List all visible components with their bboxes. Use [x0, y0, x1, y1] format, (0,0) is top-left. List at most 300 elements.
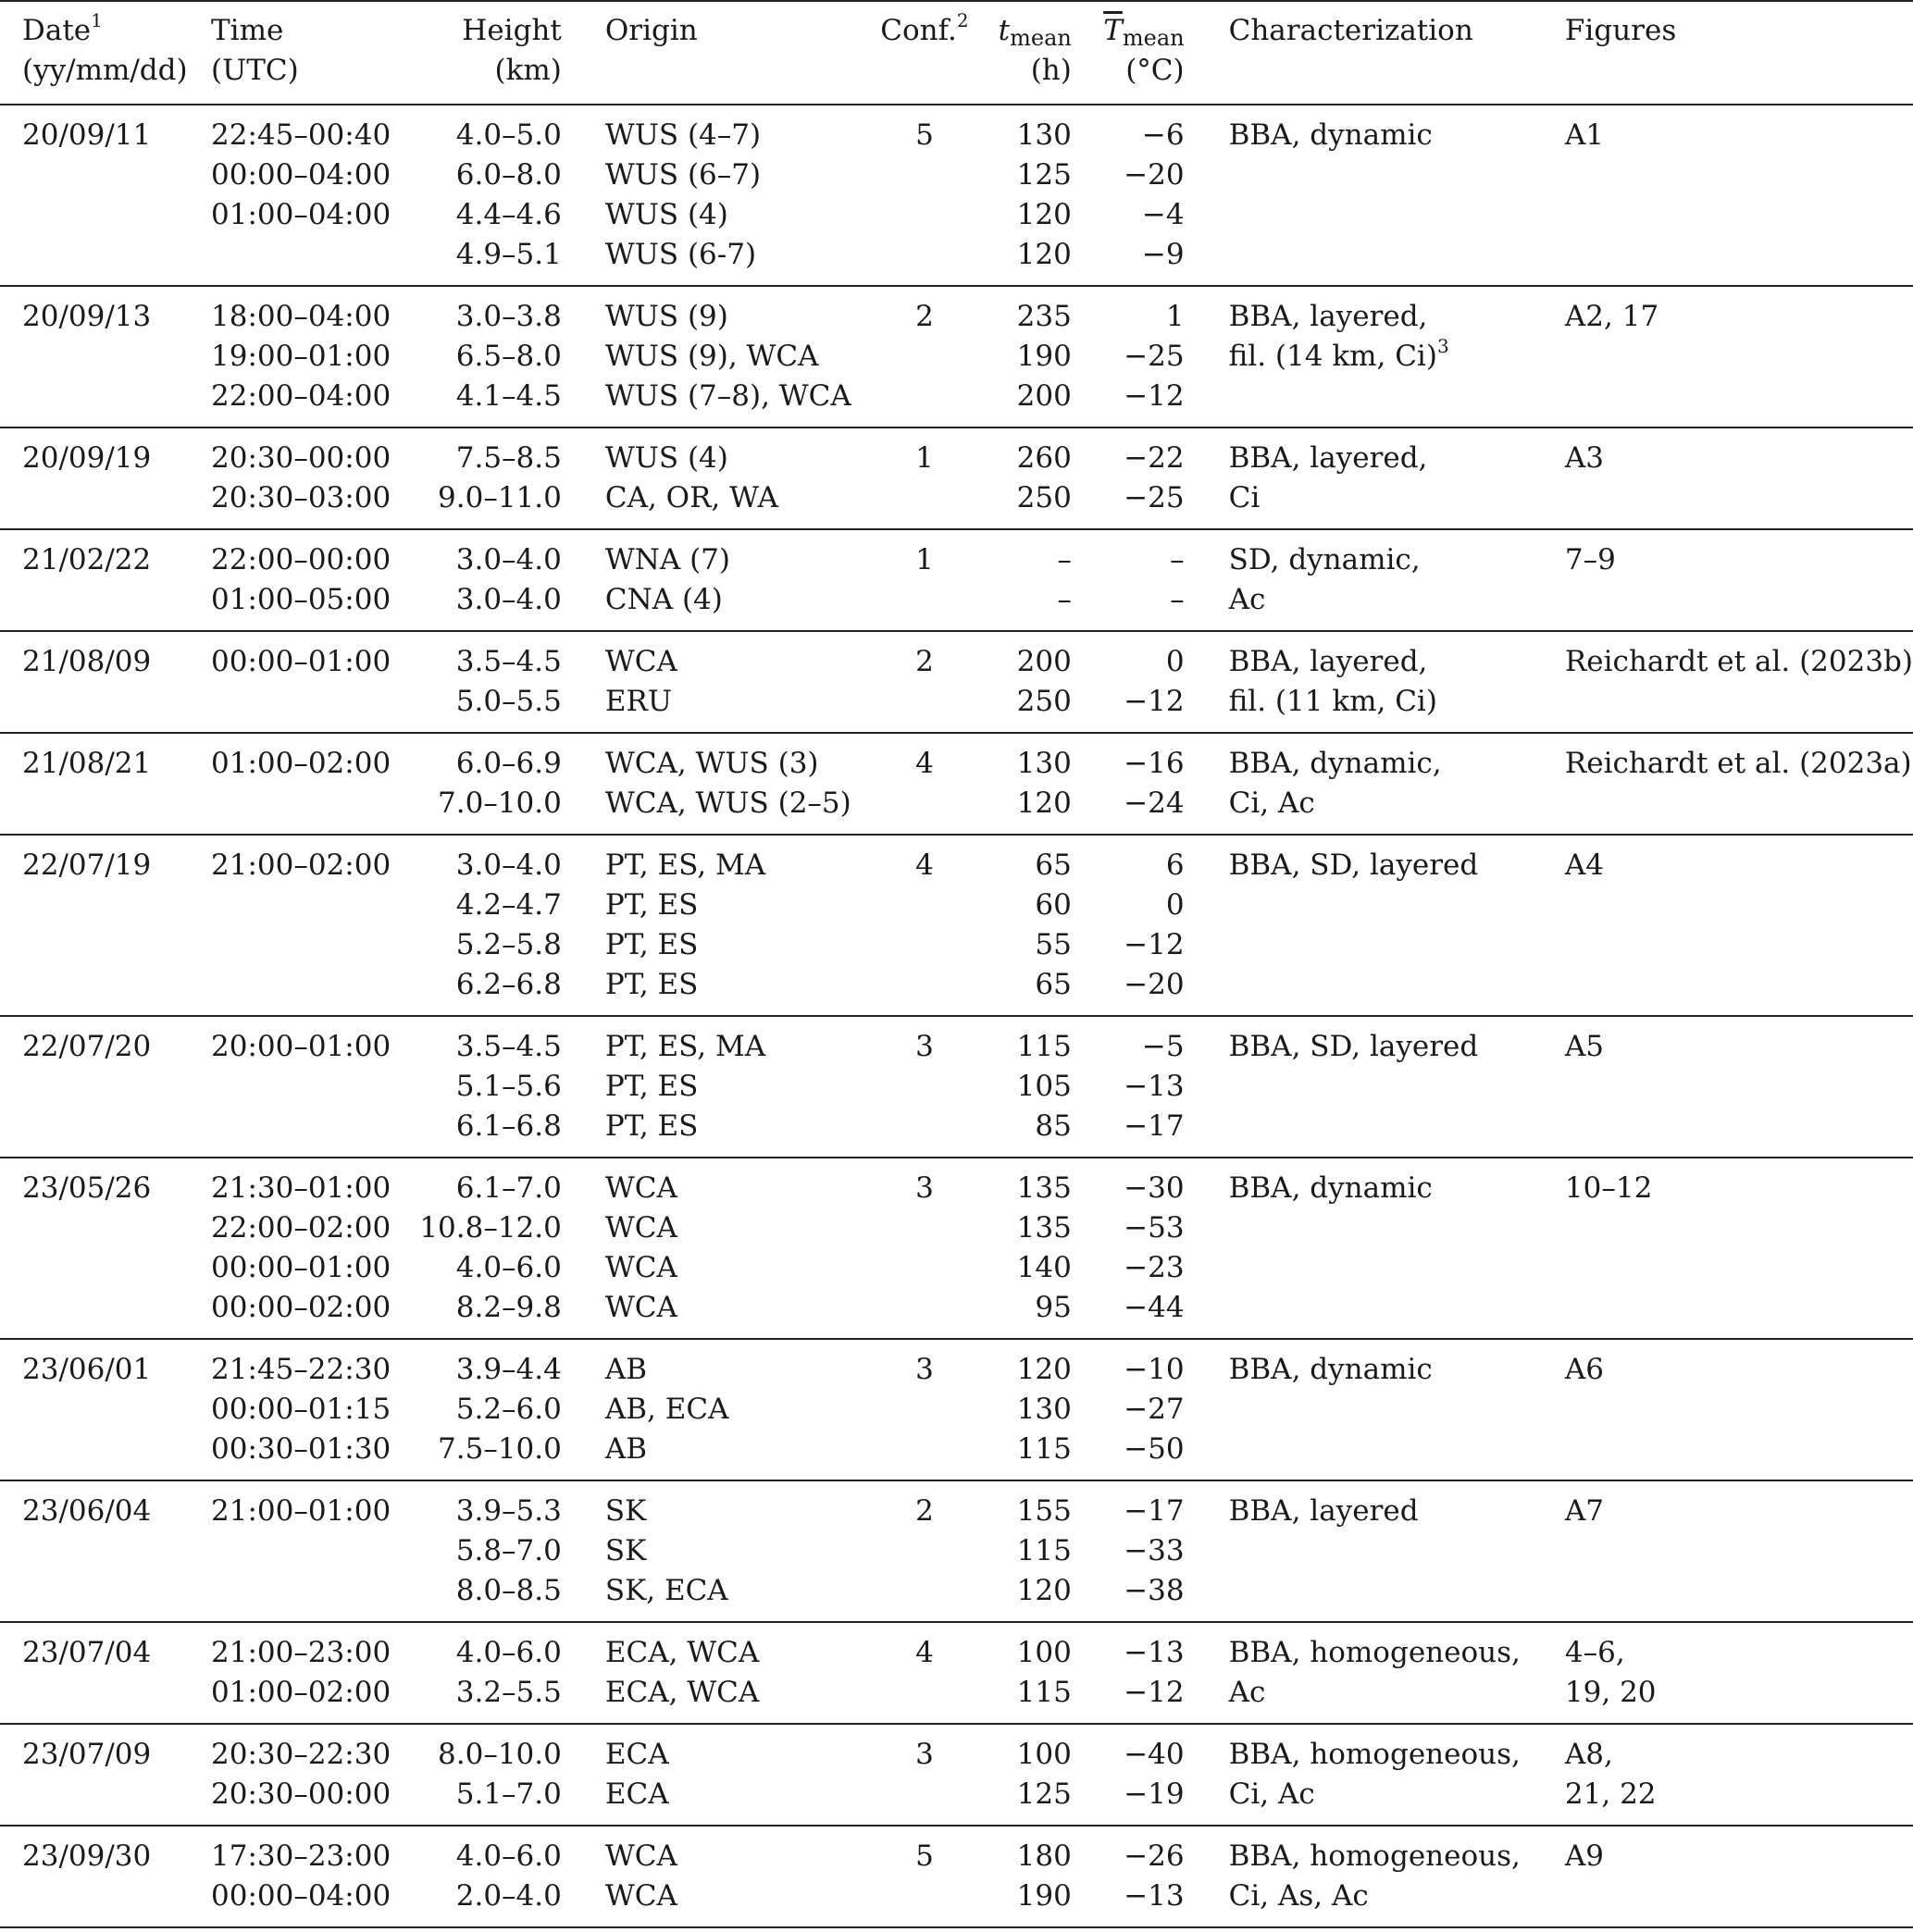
cell-origin-line: [605, 478, 864, 518]
cell-confidence: [863, 286, 985, 427]
cell-characterization-text: Ci, Ac: [1228, 786, 1315, 820]
cell-time-text: 00:30–01:30: [211, 1432, 391, 1466]
cell-height-text: 6.2–6.8: [455, 968, 562, 1001]
cell-confidence: [863, 1158, 985, 1339]
cell-time-line: [211, 377, 419, 416]
cell-height: [419, 1480, 562, 1622]
cell-mean-temperature-text: −33: [1124, 1534, 1185, 1567]
cell-confidence-value: 3: [915, 1030, 934, 1063]
cell-transport-time: [986, 427, 1072, 529]
cell-mean-temperature: [1072, 1016, 1185, 1158]
cell-time: [211, 1480, 419, 1622]
cell-figures-text: Reichardt et al. (2023b): [1564, 645, 1913, 678]
cell-transport-time-text: 65: [1035, 968, 1072, 1001]
cell-mean-temperature-text: −12: [1124, 1676, 1185, 1709]
cell-transport-time: [986, 105, 1072, 286]
table-row: [0, 1826, 1913, 1927]
cell-time-line: [211, 1390, 419, 1430]
cell-origin-text: ECA, WCA: [604, 1676, 760, 1709]
cell-height-text: 4.0–6.0: [455, 1636, 562, 1669]
cell-transport-time-line: [986, 1067, 1072, 1107]
cell-transport-time-line: [986, 1107, 1072, 1146]
cell-characterization-text: BBA, dynamic: [1228, 1353, 1433, 1386]
cell-height-text: 3.0–3.8: [455, 300, 562, 333]
cell-time-text: 00:00–01:00: [211, 645, 391, 678]
cell-height-text: 4.2–4.7: [455, 888, 562, 922]
cell-time-text: 00:00–04:00: [211, 1879, 391, 1913]
cell-origin-text: ECA, WCA: [604, 1636, 760, 1669]
cell-figures-line: [1565, 1027, 1913, 1067]
cell-height-text: 3.0–4.0: [455, 543, 562, 576]
cell-height-line: [419, 297, 562, 337]
cell-figures-text: 10–12: [1564, 1171, 1653, 1205]
col-time: [211, 1, 419, 105]
cell-transport-time-line: [986, 235, 1072, 275]
cell-height-text: 7.0–10.0: [438, 786, 562, 820]
cell-time-text: 20:30–22:30: [211, 1738, 391, 1771]
cell-mean-temperature-text: −38: [1124, 1574, 1185, 1607]
cell-transport-time-line: [986, 1288, 1072, 1328]
cell-figures-line: [1565, 1350, 1913, 1390]
cell-origin-text: PT, ES: [604, 888, 699, 922]
cell-figures-text: 19, 20: [1564, 1676, 1657, 1709]
cell-characterization-text: BBA, homogeneous,: [1228, 1636, 1521, 1669]
cell-figures: [1521, 733, 1913, 835]
table-row: [0, 1480, 1913, 1622]
cell-height-text: 5.0–5.5: [455, 685, 562, 718]
cell-height-text: 4.9–5.1: [455, 238, 562, 271]
cell-height-text: 4.0–6.0: [455, 1839, 562, 1873]
cell-origin-line: [605, 1288, 864, 1328]
cell-time-line: [211, 195, 419, 235]
cell-time-line: [211, 1169, 419, 1208]
cell-origin: [562, 733, 864, 835]
cell-transport-time-line: [986, 439, 1072, 478]
cell-figures: [1521, 1622, 1913, 1724]
cell-confidence: [863, 529, 985, 631]
cell-origin-text: WUS (4): [604, 198, 728, 231]
cell-mean-temperature: [1072, 631, 1185, 733]
cell-height-line: [419, 377, 562, 416]
cell-characterization-text: BBA, SD, layered: [1228, 848, 1479, 882]
cell-height-text: 8.2–9.8: [455, 1291, 562, 1324]
table-row: [0, 1339, 1913, 1480]
cell-origin-text: WCA: [604, 1251, 677, 1284]
cell-height: [419, 286, 562, 427]
cell-time-text: 21:00–01:00: [211, 1494, 391, 1528]
cell-height-line: [419, 580, 562, 620]
cell-confidence: [863, 1724, 985, 1826]
cell-transport-time-line: [986, 377, 1072, 416]
cell-time-line: [211, 1837, 419, 1876]
cell-mean-temperature-text: −50: [1124, 1432, 1185, 1466]
cell-transport-time-text: 60: [1035, 888, 1072, 922]
cell-mean-temperature-text: −23: [1124, 1251, 1185, 1284]
col-date-unit: (yy/mm/dd): [22, 54, 188, 87]
cell-height-line: [419, 195, 562, 235]
cell-figures-line: [1565, 1775, 1913, 1814]
cell-origin-line: [605, 1430, 864, 1469]
cell-mean-temperature-line: [1072, 1430, 1185, 1469]
cell-mean-temperature-line: [1072, 1633, 1185, 1673]
cell-time-text: 22:45–00:40: [211, 118, 391, 152]
cell-mean-temperature-line: [1072, 540, 1185, 580]
col-temperature-mean: [1072, 1, 1185, 105]
cell-time-text: 00:00–01:00: [211, 1251, 391, 1284]
cell-origin: [562, 835, 864, 1016]
cell-height-text: 5.1–5.6: [455, 1070, 562, 1103]
cell-origin-text: WUS (6-7): [604, 238, 757, 271]
cell-origin-text: WUS (7–8), WCA: [604, 379, 851, 413]
col-temperature-symbol: $\overline{T}$: [1103, 14, 1123, 47]
cell-origin-text: AB: [604, 1353, 648, 1386]
cell-transport-time-line: [986, 540, 1072, 580]
cell-height-line: [419, 1673, 562, 1713]
cell-height-line: [419, 235, 562, 275]
cell-height-line: [419, 540, 562, 580]
cell-characterization-text: Ci, As, Ac: [1228, 1879, 1369, 1913]
cell-time-text: 17:30–23:00: [211, 1839, 391, 1873]
cell-transport-time-line: [986, 1248, 1072, 1288]
cell-transport-time-line: [986, 1430, 1072, 1469]
cell-mean-temperature-line: [1072, 1107, 1185, 1146]
cell-origin-line: [605, 886, 864, 925]
cell-confidence: [863, 427, 985, 529]
cell-transport-time-text: 55: [1035, 928, 1072, 961]
cell-transport-time-line: [986, 580, 1072, 620]
cell-origin-text: SK: [604, 1534, 647, 1567]
cell-mean-temperature-line: [1072, 155, 1185, 195]
cell-characterization-text: BBA, layered: [1228, 1494, 1419, 1528]
cell-characterization-line: [1229, 1673, 1521, 1713]
cell-mean-temperature-line: [1072, 1571, 1185, 1611]
cell-origin-line: [605, 377, 864, 416]
cell-time-text: 01:00–04:00: [211, 198, 391, 231]
cell-origin-text: WCA: [604, 645, 677, 678]
cell-time-text: 01:00–02:00: [211, 747, 391, 780]
cell-date-value: 23/06/01: [22, 1353, 152, 1386]
cell-date: [0, 427, 211, 529]
cell-height-text: 6.1–7.0: [455, 1171, 562, 1205]
cell-origin-line: [605, 1571, 864, 1611]
table-header-row: [0, 1, 1913, 105]
cell-characterization: [1185, 835, 1521, 1016]
cell-date: [0, 1016, 211, 1158]
cell-time-line: [211, 540, 419, 580]
cell-mean-temperature-line: [1072, 1837, 1185, 1876]
cell-origin-line: [605, 965, 864, 1005]
cell-mean-temperature: [1072, 286, 1185, 427]
cell-transport-time-line: [986, 337, 1072, 377]
cell-characterization-text: BBA, layered,: [1228, 300, 1428, 333]
cell-figures-text: A9: [1564, 1839, 1605, 1873]
cell-transport-time-text: 100: [1016, 1738, 1072, 1771]
cell-time-text: 22:00–02:00: [211, 1211, 391, 1245]
cell-transport-time-line: [986, 1208, 1072, 1248]
cell-height-text: 7.5–10.0: [438, 1432, 562, 1466]
cell-origin-line: [605, 1027, 864, 1067]
cell-origin-text: PT, ES, MA: [604, 848, 766, 882]
cell-origin-line: [605, 1169, 864, 1208]
cell-characterization-line: [1229, 1633, 1521, 1673]
cell-mean-temperature-line: [1072, 1673, 1185, 1713]
cell-time-text: 22:00–00:00: [211, 543, 391, 576]
cell-time-text: 00:00–04:00: [211, 158, 391, 192]
cell-figures-line: [1565, 1837, 1913, 1876]
cell-transport-time-text: 260: [1016, 441, 1072, 475]
cell-origin-line: [605, 195, 864, 235]
cell-transport-time: [986, 529, 1072, 631]
cell-origin-line: [605, 1735, 864, 1775]
cell-transport-time: [986, 631, 1072, 733]
cell-transport-time-text: 120: [1016, 786, 1072, 820]
cell-height-text: 3.9–5.3: [455, 1494, 562, 1528]
cell-mean-temperature-text: −20: [1124, 158, 1185, 192]
cell-figures-line: [1565, 1673, 1913, 1713]
cell-transport-time-line: [986, 1673, 1072, 1713]
cell-mean-temperature: [1072, 1724, 1185, 1826]
cell-mean-temperature: [1072, 105, 1185, 286]
cell-height-text: 2.0–4.0: [455, 1879, 562, 1913]
cell-time-line: [211, 1350, 419, 1390]
cell-mean-temperature: [1072, 733, 1185, 835]
cell-height-line: [419, 846, 562, 886]
cell-time: [211, 1339, 419, 1480]
cell-origin-line: [605, 116, 864, 155]
cell-mean-temperature-line: [1072, 1531, 1185, 1571]
cell-figures-text: 4–6,: [1564, 1636, 1625, 1669]
cell-height: [419, 529, 562, 631]
cell-figures-line: [1565, 116, 1913, 155]
cell-origin-line: [605, 642, 864, 682]
cell-mean-temperature-text: −16: [1124, 747, 1185, 780]
cell-characterization-line: [1229, 1775, 1521, 1814]
cell-mean-temperature: [1072, 835, 1185, 1016]
cell-mean-temperature: [1072, 1158, 1185, 1339]
cell-time-text: 21:00–23:00: [211, 1636, 391, 1669]
cell-confidence-value: 2: [915, 1494, 934, 1528]
cell-mean-temperature-line: [1072, 1775, 1185, 1814]
cell-origin-text: WCA: [604, 1211, 677, 1245]
cell-characterization: [1185, 1724, 1521, 1826]
cell-date: [0, 529, 211, 631]
cell-date: [0, 1480, 211, 1622]
cell-time: [211, 427, 419, 529]
cell-date: [0, 1158, 211, 1339]
cell-time-line: [211, 478, 419, 518]
cell-figures-text: A2, 17: [1564, 300, 1659, 333]
cell-height: [419, 1339, 562, 1480]
cell-time: [211, 286, 419, 427]
cell-characterization-line: [1229, 1735, 1521, 1775]
cell-characterization-line: [1229, 439, 1521, 478]
cell-origin: [562, 1826, 864, 1927]
cell-mean-temperature-line: [1072, 846, 1185, 886]
cell-figures-line: [1565, 540, 1913, 580]
table-body: [0, 105, 1913, 1927]
cell-date-value: 23/06/04: [22, 1494, 152, 1528]
cell-height-line: [419, 1492, 562, 1531]
cell-height-text: 3.5–4.5: [455, 1030, 562, 1063]
cell-transport-time-text: 135: [1016, 1171, 1072, 1205]
cell-origin-line: [605, 1492, 864, 1531]
cell-height-text: 3.0–4.0: [455, 583, 562, 616]
cell-time-text: 19:00–01:00: [211, 340, 391, 373]
cell-characterization-line: [1229, 580, 1521, 620]
cell-mean-temperature-text: −13: [1124, 1070, 1185, 1103]
col-conf-label: Conf.: [880, 14, 957, 47]
cell-transport-time-text: 250: [1016, 685, 1072, 718]
cell-height-line: [419, 1390, 562, 1430]
cell-transport-time-text: –: [1057, 543, 1072, 576]
cell-date: [0, 1826, 211, 1927]
cell-origin-line: [605, 1067, 864, 1107]
cell-date-value: 20/09/11: [22, 118, 152, 152]
cell-transport-time-line: [986, 784, 1072, 824]
cell-mean-temperature-text: –: [1170, 583, 1185, 616]
cell-time-line: [211, 155, 419, 195]
cell-mean-temperature-text: −24: [1124, 786, 1185, 820]
cell-time-line: [211, 1492, 419, 1531]
col-height-label: Height: [462, 14, 562, 47]
cell-characterization-line: [1229, 297, 1521, 337]
table-row: [0, 1724, 1913, 1826]
cell-date-value: 21/08/09: [22, 645, 152, 678]
cell-time-line: [211, 1288, 419, 1328]
cell-height-line: [419, 744, 562, 784]
col-date-footnote: 1: [91, 9, 103, 31]
cell-mean-temperature-line: [1072, 116, 1185, 155]
cell-origin-text: PT, ES: [604, 1109, 699, 1143]
cell-mean-temperature-line: [1072, 1350, 1185, 1390]
cell-transport-time: [986, 733, 1072, 835]
cell-height-text: 6.5–8.0: [455, 340, 562, 373]
cell-origin: [562, 286, 864, 427]
cell-height-text: 3.9–4.4: [455, 1353, 562, 1386]
cell-characterization-line: [1229, 116, 1521, 155]
cell-origin-text: PT, ES: [604, 928, 699, 961]
cell-time-text: 22:00–04:00: [211, 379, 391, 413]
cell-transport-time-text: 190: [1016, 340, 1072, 373]
cell-origin-line: [605, 155, 864, 195]
cell-height-text: 5.2–5.8: [455, 928, 562, 961]
cell-confidence: [863, 105, 985, 286]
cell-mean-temperature-text: −25: [1124, 340, 1185, 373]
cell-origin-line: [605, 1633, 864, 1673]
cell-date: [0, 1339, 211, 1480]
cell-mean-temperature-line: [1072, 195, 1185, 235]
cell-mean-temperature-text: −17: [1124, 1109, 1185, 1143]
cell-transport-time: [986, 1339, 1072, 1480]
cell-height-line: [419, 784, 562, 824]
cell-origin-line: [605, 337, 864, 377]
cell-origin-line: [605, 682, 864, 722]
cell-transport-time-line: [986, 155, 1072, 195]
cell-height-line: [419, 1169, 562, 1208]
cell-time-text: 20:30–00:00: [211, 441, 391, 475]
cell-time-line: [211, 337, 419, 377]
cell-origin-line: [605, 1673, 864, 1713]
cell-confidence-value: 4: [915, 848, 934, 882]
cell-characterization-line: [1229, 744, 1521, 784]
cell-height-line: [419, 155, 562, 195]
cell-transport-time-text: 155: [1016, 1494, 1072, 1528]
cell-characterization-line: [1229, 1492, 1521, 1531]
cell-figures: [1521, 529, 1913, 631]
cell-transport-time-text: 125: [1016, 158, 1072, 192]
cell-figures: [1521, 631, 1913, 733]
cell-transport-time-line: [986, 965, 1072, 1005]
cell-transport-time-text: 120: [1016, 1353, 1072, 1386]
cell-height-text: 4.1–4.5: [455, 379, 562, 413]
cell-figures: [1521, 286, 1913, 427]
cell-origin-line: [605, 925, 864, 965]
cell-characterization: [1185, 1339, 1521, 1480]
cell-origin-line: [605, 1531, 864, 1571]
cell-date: [0, 733, 211, 835]
cell-mean-temperature-line: [1072, 478, 1185, 518]
cell-confidence-value: 5: [915, 118, 934, 152]
cell-origin-line: [605, 540, 864, 580]
cell-characterization-line: [1229, 1837, 1521, 1876]
cell-time-line: [211, 297, 419, 337]
cell-time-line: [211, 439, 419, 478]
cell-mean-temperature-line: [1072, 1492, 1185, 1531]
cell-confidence-value: 5: [915, 1839, 934, 1873]
cell-time-text: 20:00–01:00: [211, 1030, 391, 1063]
cell-time-line: [211, 846, 419, 886]
cell-height-text: 6.0–6.9: [455, 747, 562, 780]
cell-mean-temperature-line: [1072, 886, 1185, 925]
cell-height-line: [419, 1633, 562, 1673]
cell-characterization-text: fil. (11 km, Ci): [1228, 685, 1437, 718]
cell-characterization-text: Ci, Ac: [1228, 1777, 1315, 1811]
cell-origin: [562, 529, 864, 631]
cell-transport-time-line: [986, 1775, 1072, 1814]
cell-figures-line: [1565, 297, 1913, 337]
col-height-unit: (km): [494, 54, 562, 87]
cell-transport-time-line: [986, 886, 1072, 925]
cell-mean-temperature-line: [1072, 1390, 1185, 1430]
cell-time-line: [211, 1027, 419, 1067]
cell-height-text: 10.8–12.0: [419, 1211, 562, 1245]
cell-origin-line: [605, 297, 864, 337]
cell-confidence-value: 1: [915, 543, 934, 576]
cell-origin-text: ECA: [604, 1777, 669, 1811]
cell-characterization-line: [1229, 846, 1521, 886]
cell-confidence: [863, 631, 985, 733]
cell-time: [211, 1016, 419, 1158]
cell-mean-temperature-line: [1072, 965, 1185, 1005]
cell-confidence-value: 3: [915, 1738, 934, 1771]
cell-characterization-text: SD, dynamic,: [1228, 543, 1421, 576]
cell-time: [211, 1724, 419, 1826]
cell-transport-time-text: 85: [1035, 1109, 1072, 1143]
cell-height-text: 3.0–4.0: [455, 848, 562, 882]
cell-transport-time-line: [986, 1633, 1072, 1673]
cell-figures: [1521, 1016, 1913, 1158]
cell-height-text: 4.0–6.0: [455, 1251, 562, 1284]
cell-origin-text: WUS (6–7): [604, 158, 762, 192]
cell-height-line: [419, 478, 562, 518]
cell-mean-temperature-line: [1072, 925, 1185, 965]
cell-transport-time: [986, 1016, 1072, 1158]
col-date: [0, 1, 211, 105]
cell-origin-text: CA, OR, WA: [604, 481, 778, 514]
cell-height-line: [419, 1027, 562, 1067]
cell-transport-time: [986, 1826, 1072, 1927]
cell-confidence: [863, 1826, 985, 1927]
